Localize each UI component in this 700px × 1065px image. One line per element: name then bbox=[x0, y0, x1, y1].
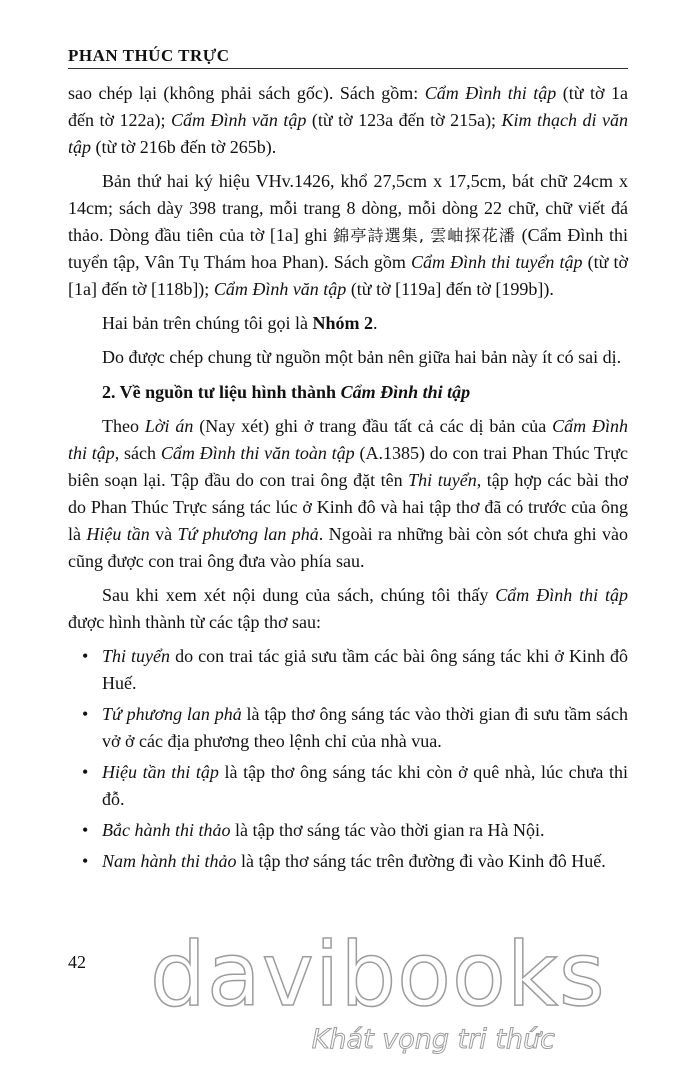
han-characters: 錦亭詩選集, 雲岫探花潘 bbox=[333, 226, 517, 245]
book-title: Cẩm Đình thi tập bbox=[68, 416, 628, 463]
text: Sau khi xem xét nội dung của sách, chúng tôi thấy bbox=[102, 585, 496, 605]
book-title: Cẩm Đình văn tập bbox=[170, 110, 307, 130]
text: (từ tờ 1a đến tờ 122a); bbox=[68, 83, 629, 130]
page-number: 42 bbox=[68, 952, 86, 972]
book-title: Cẩm Đình thi văn toàn tập bbox=[160, 443, 355, 463]
text: , sách bbox=[114, 443, 161, 463]
text: (từ tờ 216b đến tờ 265b). bbox=[91, 137, 277, 157]
watermark-tagline: Khát vọng tri thức bbox=[311, 1024, 555, 1055]
book-title: Tứ phương lan phả bbox=[102, 704, 242, 724]
italic-term: Lời án bbox=[144, 416, 194, 436]
book-title: Nam hành thi thảo bbox=[102, 851, 237, 871]
section-heading bbox=[68, 379, 628, 406]
list-item bbox=[68, 848, 628, 875]
paragraph-2 bbox=[68, 168, 628, 303]
running-header: PHAN THÚC TRỰC bbox=[68, 46, 230, 65]
text: (từ tờ [119a] đến tờ [199b]). bbox=[346, 279, 554, 299]
text: . bbox=[372, 313, 378, 333]
list-item bbox=[68, 643, 628, 697]
page-body bbox=[68, 80, 628, 879]
text: là tập thơ sáng tác trên đường đi vào Kinh đô Huế. bbox=[236, 851, 606, 871]
source-list bbox=[68, 643, 628, 875]
book-title: Kim thạch di văn tập bbox=[68, 110, 628, 157]
text: sao chép lại (không phải sách gốc). Sách gồm: bbox=[68, 83, 425, 103]
paragraph-4: Do được chép chung từ nguồn một bản nên giữa hai bản này ít có sai dị. bbox=[102, 347, 622, 367]
text: (A.1385) do con trai Phan Thúc Trực biên soạn lại. Tập đầu do con trai ông đặt tên bbox=[68, 443, 628, 490]
bullet-icon: • bbox=[82, 762, 89, 782]
list-item bbox=[68, 701, 628, 755]
section-heading-title: Cẩm Đình thi tập bbox=[340, 382, 471, 402]
bullet-icon: • bbox=[82, 851, 89, 871]
bullet-icon: • bbox=[82, 820, 89, 840]
text: Theo bbox=[102, 416, 145, 436]
paragraph-6 bbox=[68, 582, 628, 636]
list-item bbox=[68, 759, 628, 813]
book-title: Cẩm Đình thi tập bbox=[424, 83, 557, 103]
text: (Cẩm Đình thi tuyển tập, Vân Tụ Thám hoa Phan). Sách gồm bbox=[68, 225, 628, 272]
paragraph-5 bbox=[68, 413, 628, 575]
book-title: Tứ phương lan phả bbox=[177, 524, 319, 544]
bullet-icon: • bbox=[82, 704, 89, 724]
text: (từ tờ [1a] đến tờ [118b]); bbox=[68, 252, 628, 299]
text: là tập thơ ông sáng tác vào thời gian đi sưu tầm sách vở ở các địa phương theo lệnh chỉ của nhà vua. bbox=[102, 704, 628, 751]
book-title: Cẩm Đình văn tập bbox=[213, 279, 347, 299]
paragraph-1 bbox=[68, 80, 628, 161]
book-title: Bắc hành thi thảo bbox=[102, 820, 231, 840]
header-rule bbox=[68, 68, 628, 69]
paragraph-3 bbox=[68, 310, 628, 337]
text: , tập hợp các bài thơ do Phan Thúc Trực sáng tác lúc ở Kinh đô và hai tập thơ đã có trước của ông là bbox=[68, 470, 628, 544]
text: Bản thứ hai ký hiệu VHv.1426, khổ 27,5cm x 17,5cm, bát chữ 24cm x 14cm; sách dày 398 trang, mỗi trang 8 dòng, mỗi dòng 22 chữ, chữ viết đá thảo. Dòng đầu tiên của tờ [1a] ghi bbox=[68, 171, 628, 245]
book-title: Thi tuyển bbox=[102, 646, 171, 666]
text: là tập thơ ông sáng tác khi còn ở quê nhà, lúc chưa thi đỗ. bbox=[102, 762, 628, 809]
text: là tập thơ sáng tác vào thời gian ra Hà Nội. bbox=[230, 820, 545, 840]
text: . Ngoài ra những bài còn sót chưa ghi vào cũng được con trai ông đưa vào phía sau. bbox=[68, 524, 628, 571]
book-title: Thi tuyển bbox=[408, 470, 477, 490]
group-label: Nhóm 2 bbox=[312, 313, 373, 333]
section-heading-text: 2. Về nguồn tư liệu hình thành bbox=[102, 382, 341, 402]
text: được hình thành từ các tập thơ sau: bbox=[68, 612, 321, 632]
watermark-logo: davibooks bbox=[150, 923, 606, 1026]
text: Hai bản trên chúng tôi gọi là bbox=[102, 313, 313, 333]
book-title: Cẩm Đình thi tuyển tập bbox=[411, 252, 583, 272]
book-title: Hiệu tần thi tập bbox=[102, 762, 219, 782]
bullet-icon: • bbox=[82, 646, 89, 666]
book-title: Hiệu tần bbox=[86, 524, 150, 544]
text: do con trai tác giả sưu tầm các bài ông sáng tác khi ở Kinh đô Huế. bbox=[102, 646, 628, 693]
text: (Nay xét) ghi ở trang đầu tất cả các dị bản của bbox=[193, 416, 553, 436]
text: và bbox=[149, 524, 178, 544]
list-item bbox=[68, 817, 628, 844]
book-title: Cẩm Đình thi tập bbox=[495, 585, 628, 605]
text: (từ tờ 123a đến tờ 215a); bbox=[306, 110, 502, 130]
